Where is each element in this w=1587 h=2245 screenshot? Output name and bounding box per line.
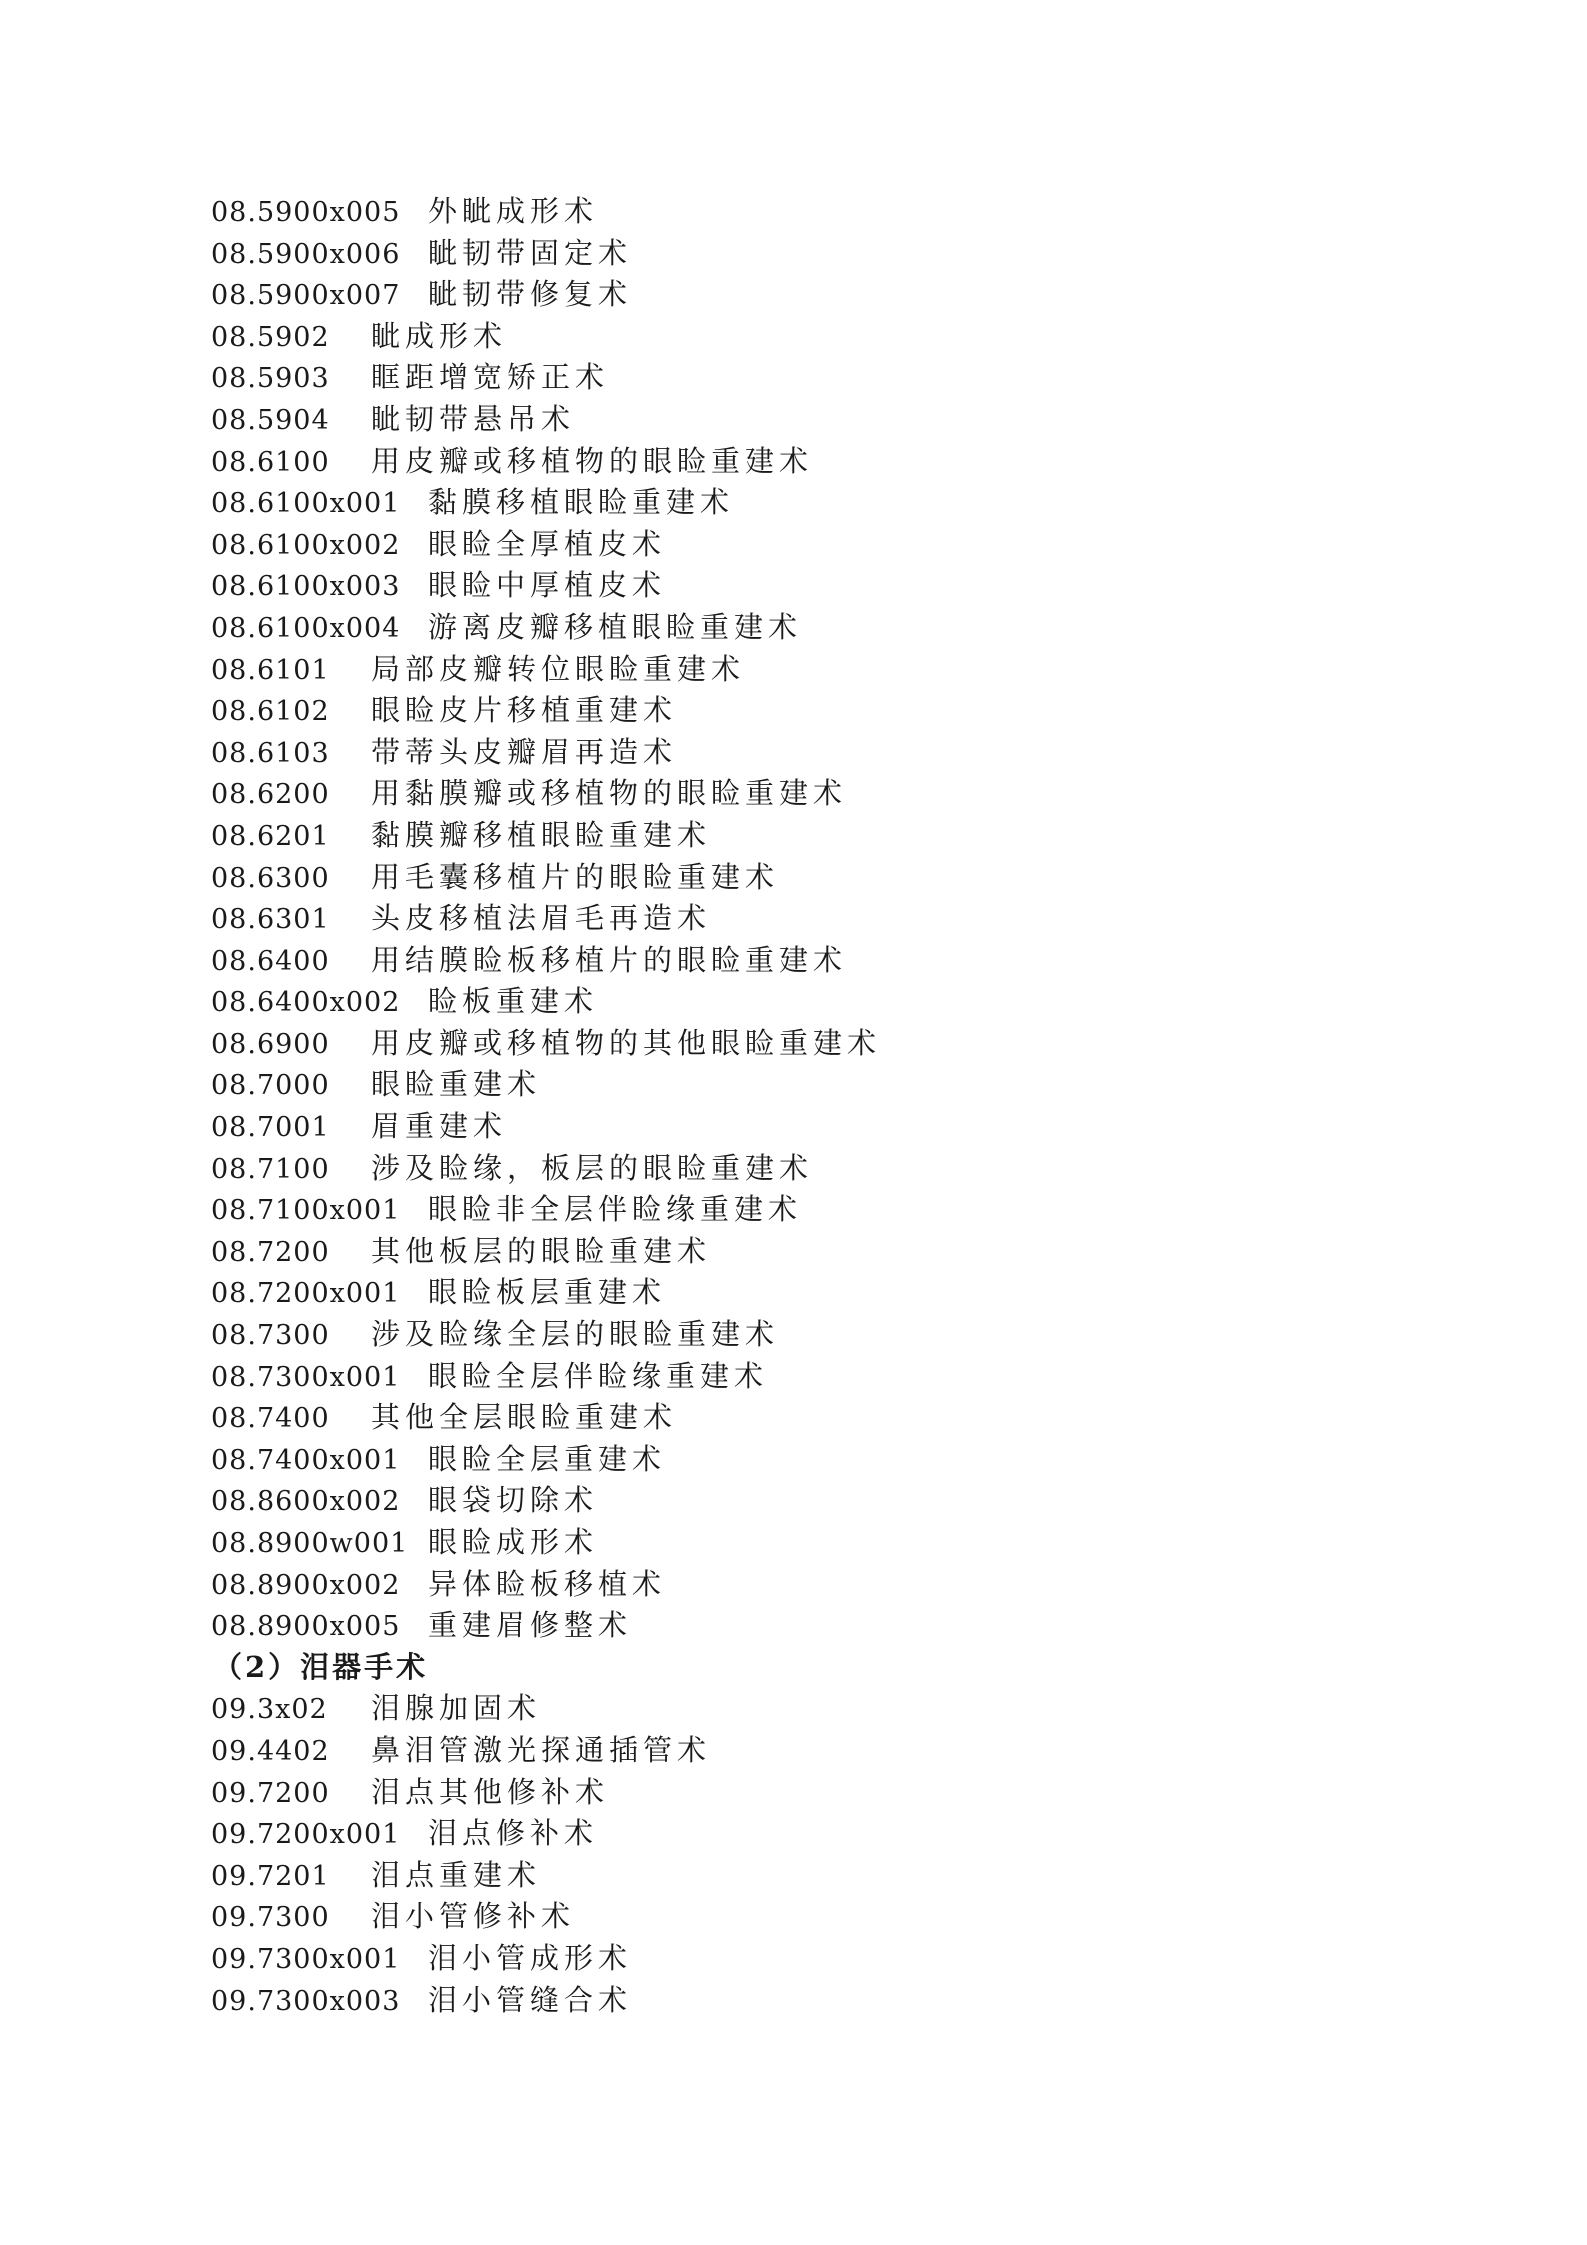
procedure-name: 头皮移植法眉毛再造术 [371,901,712,936]
procedure-row [211,191,1411,233]
procedure-name: 眼睑成形术 [428,1525,599,1559]
procedure-name: 泪点其他修补术 [371,1774,610,1809]
procedure-row [211,1772,1411,1814]
procedure-row [211,1356,1411,1398]
procedure-row [211,1023,1411,1065]
procedure-row [211,1439,1411,1481]
procedure-code: 08.5904 [211,404,330,436]
procedure-code: 08.6300 [211,862,330,894]
procedure-name: 眉重建术 [371,1109,508,1144]
lacrimal-procedures-section [211,1688,1411,2021]
procedure-name: 黏膜瓣移植眼睑重建术 [371,817,712,852]
procedure-code: 08.8900w001 [211,1528,409,1559]
procedure-code: 08.7200x001 [211,1278,401,1310]
procedure-row [211,857,1411,899]
procedure-name: 泪点重建术 [371,1857,542,1892]
procedure-name: 用黏膜瓣或移植物的眼睑重建术 [371,776,848,811]
procedure-row [211,690,1411,732]
procedure-code: 09.7201 [211,1860,330,1892]
procedure-row [211,1605,1411,1647]
procedure-row [211,1896,1411,1938]
procedure-name: 用毛囊移植片的眼睑重建术 [371,859,780,894]
procedure-row [211,565,1411,607]
procedure-code: 08.6301 [211,904,330,936]
procedure-name: 泪小管缝合术 [428,1982,633,2017]
procedure-name: 带蒂头皮瓣眉再造术 [371,734,678,769]
procedure-row [211,1980,1411,2022]
procedure-code: 08.8900x002 [211,1569,401,1601]
procedure-code: 09.7300x003 [211,1985,401,2017]
section-heading-lacrimal: （2）泪器手术 [213,1649,429,1684]
procedure-row [211,1813,1411,1855]
procedure-code: 08.7100 [211,1153,330,1185]
procedure-name: 眦韧带固定术 [428,235,633,270]
procedure-name: 眦韧带修复术 [428,277,633,312]
procedure-code: 08.6100x003 [211,571,401,603]
procedure-name: 用结膜睑板移植片的眼睑重建术 [371,942,848,977]
procedure-code: 08.7400 [211,1403,330,1435]
procedure-name: 泪小管修补术 [371,1899,576,1934]
procedure-code: 08.6102 [211,696,330,728]
procedure-row [211,1564,1411,1606]
procedure-name: 眶距增宽矫正术 [371,360,610,395]
procedure-code: 08.6201 [211,820,330,852]
procedure-code: 08.6400 [211,945,330,977]
procedure-code: 08.6200 [211,779,330,811]
procedure-code: 08.8600x002 [211,1486,401,1518]
procedure-row [211,815,1411,857]
procedure-row [211,981,1411,1023]
procedure-row [211,274,1411,316]
procedure-row [211,898,1411,940]
procedure-code-list [211,191,1411,2021]
procedure-name: 鼻泪管激光探通插管术 [371,1732,712,1767]
procedure-name: 外眦成形术 [428,194,599,228]
procedure-name: 眼睑全厚植皮术 [428,526,667,561]
procedure-row [211,732,1411,774]
procedure-row [211,1730,1411,1772]
procedure-row [211,1231,1411,1273]
procedure-code: 08.7100x001 [211,1195,401,1227]
procedure-name: 重建眉修整术 [428,1608,633,1643]
procedure-code: 08.6100 [211,446,330,478]
procedure-code: 08.6400x002 [211,987,401,1019]
procedure-row [211,1938,1411,1980]
procedure-row [211,1855,1411,1897]
procedure-name: 涉及睑缘全层的眼睑重建术 [371,1317,780,1352]
procedure-code: 08.7001 [211,1112,330,1144]
procedure-code: 08.5900x005 [211,197,401,228]
procedure-name: 游离皮瓣移植眼睑重建术 [428,609,803,644]
procedure-row [211,1106,1411,1148]
procedure-code: 09.4402 [211,1735,330,1767]
procedure-name: 眼睑板层重建术 [428,1275,667,1310]
procedure-code: 08.5902 [211,321,330,353]
procedure-code: 08.7300x001 [211,1361,401,1393]
procedure-code: 08.7300 [211,1320,330,1352]
procedure-name: 眼袋切除术 [428,1483,599,1518]
procedure-name: 眼睑全层伴睑缘重建术 [428,1358,769,1393]
procedure-code: 08.7200 [211,1236,330,1268]
procedure-code: 08.6100x004 [211,612,401,644]
procedure-code: 08.8900x005 [211,1611,401,1643]
procedure-name: 异体睑板移植术 [428,1566,667,1601]
eyelid-procedures-section [211,191,1411,1647]
procedure-name: 其他全层眼睑重建术 [371,1400,678,1435]
procedure-row [211,482,1411,524]
procedure-name: 泪小管成形术 [428,1940,633,1975]
procedure-name: 其他板层的眼睑重建术 [371,1233,712,1268]
procedure-row [211,233,1411,275]
procedure-row [211,1148,1411,1190]
procedure-row [211,649,1411,691]
procedure-row [211,1189,1411,1231]
procedure-code: 08.6103 [211,737,330,769]
procedure-code: 09.7300 [211,1902,330,1934]
procedure-row [211,441,1411,483]
procedure-name: 眦成形术 [371,318,508,353]
procedure-code: 08.5900x007 [211,280,401,312]
procedure-name: 黏膜移植眼睑重建术 [428,485,735,520]
procedure-code: 08.6101 [211,654,330,686]
procedure-code: 09.7300x001 [211,1943,401,1975]
procedure-code: 08.6100x001 [211,488,401,520]
procedure-code: 09.7200 [211,1777,330,1809]
procedure-code: 09.3x02 [211,1694,328,1726]
procedure-name: 眼睑中厚植皮术 [428,568,667,603]
procedure-row [211,316,1411,358]
procedure-row [211,1064,1411,1106]
procedure-row [211,1688,1411,1730]
procedure-code: 08.7000 [211,1070,330,1102]
procedure-name: 涉及睑缘，板层的眼睑重建术 [371,1150,814,1185]
procedure-name: 泪点修补术 [428,1816,599,1851]
procedure-name: 泪腺加固术 [371,1691,542,1726]
procedure-code: 08.5903 [211,363,330,395]
procedure-name: 用皮瓣或移植物的其他眼睑重建术 [371,1025,882,1060]
procedure-code: 09.7200x001 [211,1819,401,1851]
procedure-name: 眼睑全层重建术 [428,1441,667,1476]
procedure-name: 眼睑皮片移植重建术 [371,693,678,728]
procedure-code: 08.7400x001 [211,1444,401,1476]
procedure-row [211,524,1411,566]
procedure-row [211,357,1411,399]
procedure-name: 眼睑重建术 [371,1067,542,1102]
procedure-name: 用皮瓣或移植物的眼睑重建术 [371,443,814,478]
procedure-row [211,1272,1411,1314]
procedure-code: 08.6100x002 [211,529,401,561]
procedure-name: 眼睑非全层伴睑缘重建术 [428,1192,803,1227]
procedure-row [211,1314,1411,1356]
procedure-name: 睑板重建术 [428,984,599,1019]
procedure-code: 08.5900x006 [211,238,401,270]
procedure-name: 局部皮瓣转位眼睑重建术 [371,651,746,686]
procedure-code: 08.6900 [211,1028,330,1060]
procedure-row [211,773,1411,815]
procedure-row [211,1522,1411,1564]
procedure-row [211,607,1411,649]
procedure-row [211,1397,1411,1439]
procedure-row [211,399,1411,441]
procedure-row [211,940,1411,982]
procedure-name: 眦韧带悬吊术 [371,401,576,436]
procedure-row [211,1480,1411,1522]
